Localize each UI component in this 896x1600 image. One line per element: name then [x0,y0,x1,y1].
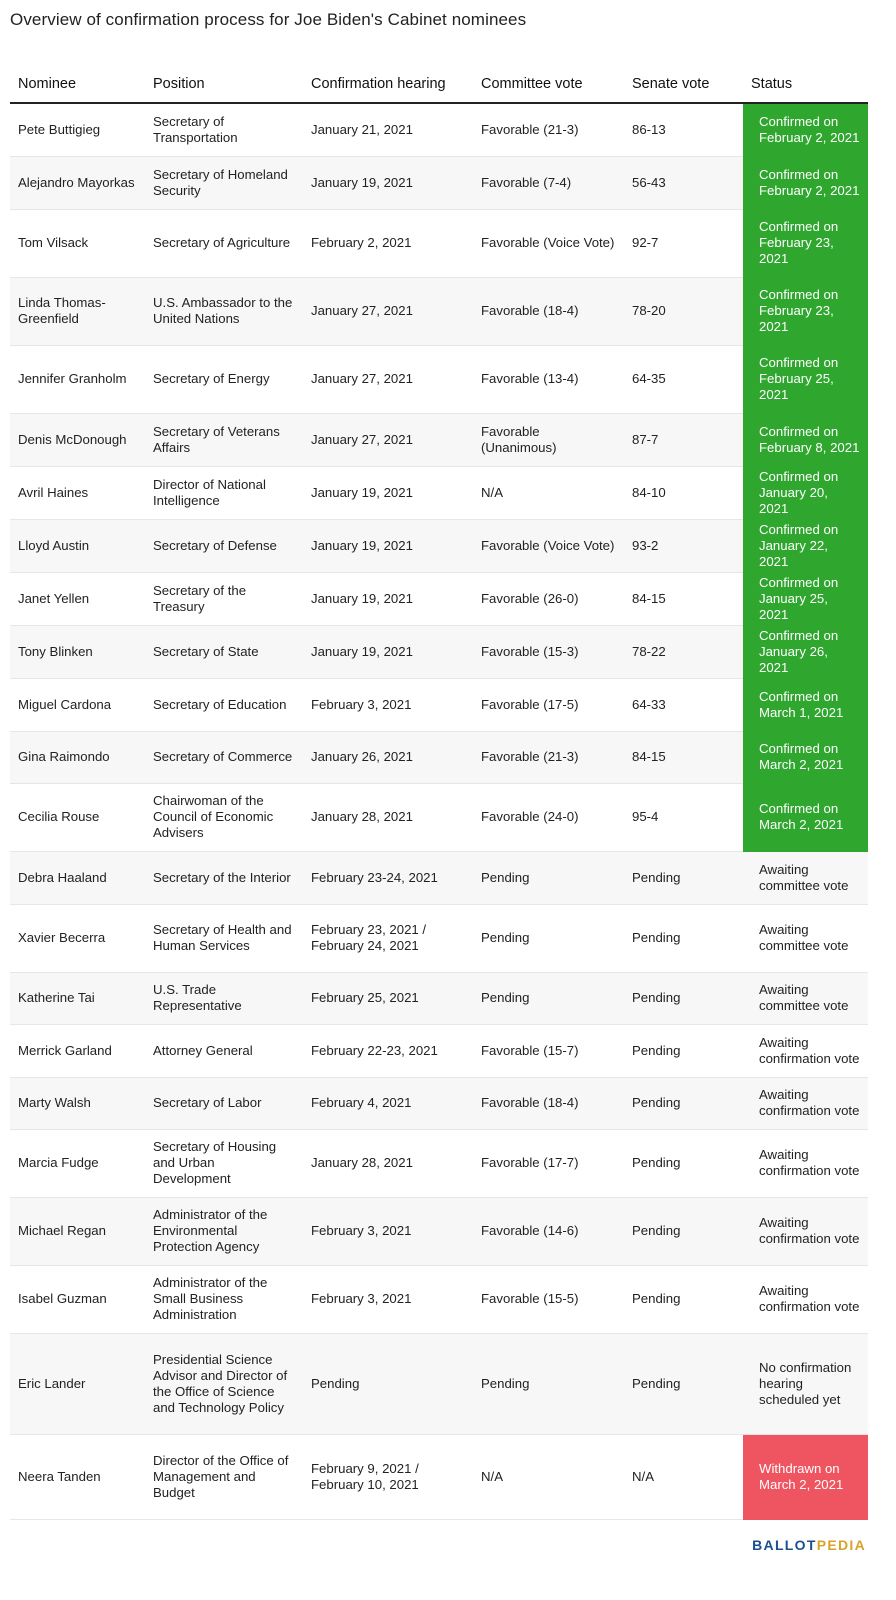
committee-vote-cell: Favorable (13-4) [473,345,624,413]
status-cell: Awaiting confirmation vote [743,1077,868,1129]
table-row [10,972,868,1024]
status-cell: Awaiting confirmation vote [743,1265,868,1333]
senate-vote-cell: 56-43 [624,156,743,209]
senate-vote-cell: 86-13 [624,103,743,156]
hearing-cell: February 23-24, 2021 [303,851,473,904]
position-cell: Secretary of Labor [145,1077,303,1129]
nominee-cell: Eric Lander [10,1333,145,1434]
hearing-cell: February 25, 2021 [303,972,473,1024]
position-cell: Administrator of the Small Business Administration [145,1265,303,1333]
hearing-cell: January 27, 2021 [303,413,473,466]
committee-vote-cell: Favorable (26-0) [473,572,624,625]
senate-vote-cell: 87-7 [624,413,743,466]
position-cell: Secretary of Housing and Urban Development [145,1129,303,1197]
nominee-cell: Tony Blinken [10,625,145,678]
table-row [10,1077,868,1129]
position-cell: Secretary of Health and Human Services [145,904,303,972]
hearing-cell: January 28, 2021 [303,783,473,851]
senate-vote-cell: 78-20 [624,277,743,345]
header-committee-vote: Committee vote [473,58,624,103]
hearing-cell: February 3, 2021 [303,1265,473,1333]
position-cell: Secretary of Veterans Affairs [145,413,303,466]
nominees-table [10,58,868,1520]
position-cell: Director of National Intelligence [145,466,303,519]
nominee-cell: Linda Thomas-Greenfield [10,277,145,345]
nominee-cell: Avril Haines [10,466,145,519]
position-cell: Administrator of the Environmental Protection Agency [145,1197,303,1265]
committee-vote-cell: Pending [473,1333,624,1434]
table-row [10,103,868,156]
committee-vote-cell: Favorable (21-3) [473,103,624,156]
status-cell: No confirmation hearing scheduled yet [743,1333,868,1434]
table-row [10,1434,868,1519]
position-cell: U.S. Trade Representative [145,972,303,1024]
status-cell: Confirmed on February 2, 2021 [743,156,868,209]
nominee-cell: Pete Buttigieg [10,103,145,156]
table-row [10,413,868,466]
nominee-cell: Gina Raimondo [10,731,145,783]
header-status: Status [743,58,868,103]
position-cell: Director of the Office of Management and Budget [145,1434,303,1519]
committee-vote-cell: Pending [473,972,624,1024]
header-row [10,58,868,103]
nominee-cell: Isabel Guzman [10,1265,145,1333]
table-row [10,851,868,904]
table-row [10,1265,868,1333]
position-cell: U.S. Ambassador to the United Nations [145,277,303,345]
table-row [10,1333,868,1434]
nominee-cell: Miguel Cardona [10,678,145,731]
header-nominee: Nominee [10,58,145,103]
committee-vote-cell: Favorable (21-3) [473,731,624,783]
logo-part-pedia: PEDIA [816,1537,866,1553]
nominee-cell: Cecilia Rouse [10,783,145,851]
hearing-cell: February 2, 2021 [303,209,473,277]
senate-vote-cell: 78-22 [624,625,743,678]
senate-vote-cell: 84-10 [624,466,743,519]
committee-vote-cell: Favorable (15-3) [473,625,624,678]
senate-vote-cell: Pending [624,1333,743,1434]
committee-vote-cell: Pending [473,904,624,972]
senate-vote-cell: 84-15 [624,572,743,625]
nominee-cell: Marcia Fudge [10,1129,145,1197]
status-cell: Confirmed on February 8, 2021 [743,413,868,466]
hearing-cell: February 4, 2021 [303,1077,473,1129]
hearing-cell: January 27, 2021 [303,345,473,413]
status-cell: Confirmed on January 20, 2021 [743,466,868,519]
table-row [10,519,868,572]
position-cell: Secretary of Transportation [145,103,303,156]
senate-vote-cell: 95-4 [624,783,743,851]
committee-vote-cell: Favorable (17-5) [473,678,624,731]
status-cell: Awaiting confirmation vote [743,1129,868,1197]
nominee-cell: Marty Walsh [10,1077,145,1129]
position-cell: Presidential Science Advisor and Director of the Office of Science and Technology Policy [145,1333,303,1434]
hearing-cell: February 23, 2021 / February 24, 2021 [303,904,473,972]
header-senate-vote: Senate vote [624,58,743,103]
nominee-cell: Michael Regan [10,1197,145,1265]
committee-vote-cell: N/A [473,466,624,519]
logo-part-ballot: BALLOT [752,1537,817,1553]
table-row [10,466,868,519]
status-cell: Awaiting committee vote [743,851,868,904]
status-cell: Confirmed on March 2, 2021 [743,783,868,851]
senate-vote-cell: Pending [624,904,743,972]
position-cell: Secretary of State [145,625,303,678]
senate-vote-cell: Pending [624,1077,743,1129]
table-header [10,58,868,103]
senate-vote-cell: 64-33 [624,678,743,731]
committee-vote-cell: Favorable (Voice Vote) [473,209,624,277]
position-cell: Secretary of the Interior [145,851,303,904]
committee-vote-cell: Favorable (15-7) [473,1024,624,1077]
nominee-cell: Alejandro Mayorkas [10,156,145,209]
hearing-cell: February 9, 2021 / February 10, 2021 [303,1434,473,1519]
position-cell: Secretary of Education [145,678,303,731]
hearing-cell: January 26, 2021 [303,731,473,783]
status-cell: Confirmed on March 1, 2021 [743,678,868,731]
committee-vote-cell: Pending [473,851,624,904]
committee-vote-cell: Favorable (14-6) [473,1197,624,1265]
nominee-cell: Xavier Becerra [10,904,145,972]
position-cell: Secretary of Commerce [145,731,303,783]
hearing-cell: February 3, 2021 [303,1197,473,1265]
status-cell: Confirmed on January 26, 2021 [743,625,868,678]
header-position: Position [145,58,303,103]
status-cell: Awaiting committee vote [743,972,868,1024]
senate-vote-cell: Pending [624,972,743,1024]
nominee-cell: Tom Vilsack [10,209,145,277]
senate-vote-cell: 93-2 [624,519,743,572]
table-row [10,904,868,972]
nominee-cell: Debra Haaland [10,851,145,904]
status-cell: Confirmed on March 2, 2021 [743,731,868,783]
page-title: Overview of confirmation process for Joe Biden's Cabinet nominees [10,10,527,29]
table-row [10,678,868,731]
nominee-cell: Merrick Garland [10,1024,145,1077]
table-row [10,209,868,277]
senate-vote-cell: Pending [624,1129,743,1197]
table-row [10,277,868,345]
nominee-cell: Janet Yellen [10,572,145,625]
hearing-cell: January 19, 2021 [303,156,473,209]
committee-vote-cell: Favorable (Unanimous) [473,413,624,466]
committee-vote-cell: Favorable (15-5) [473,1265,624,1333]
position-cell: Secretary of Energy [145,345,303,413]
status-cell: Confirmed on February 23, 2021 [743,209,868,277]
table-row [10,1197,868,1265]
committee-vote-cell: Favorable (24-0) [473,783,624,851]
table-row [10,1129,868,1197]
nominee-cell: Neera Tanden [10,1434,145,1519]
header-confirmation-hearing: Confirmation hearing [303,58,473,103]
senate-vote-cell: Pending [624,1024,743,1077]
table-row [10,156,868,209]
table-row [10,783,868,851]
position-cell: Secretary of Defense [145,519,303,572]
hearing-cell: January 27, 2021 [303,277,473,345]
status-cell: Confirmed on January 25, 2021 [743,572,868,625]
status-cell: Awaiting committee vote [743,904,868,972]
senate-vote-cell: 84-15 [624,731,743,783]
status-cell: Confirmed on February 2, 2021 [743,103,868,156]
position-cell: Chairwoman of the Council of Economic Advisers [145,783,303,851]
hearing-cell: January 19, 2021 [303,466,473,519]
senate-vote-cell: 64-35 [624,345,743,413]
committee-vote-cell: Favorable (Voice Vote) [473,519,624,572]
table-body [10,103,868,1519]
hearing-cell: February 3, 2021 [303,678,473,731]
table-row [10,731,868,783]
position-cell: Attorney General [145,1024,303,1077]
table-row [10,572,868,625]
position-cell: Secretary of the Treasury [145,572,303,625]
hearing-cell: Pending [303,1333,473,1434]
nominee-cell: Jennifer Granholm [10,345,145,413]
table-row [10,345,868,413]
status-cell: Awaiting confirmation vote [743,1197,868,1265]
committee-vote-cell: Favorable (18-4) [473,277,624,345]
senate-vote-cell: Pending [624,1265,743,1333]
table-row [10,625,868,678]
senate-vote-cell: Pending [624,1197,743,1265]
hearing-cell: February 22-23, 2021 [303,1024,473,1077]
position-cell: Secretary of Agriculture [145,209,303,277]
status-cell: Confirmed on February 23, 2021 [743,277,868,345]
committee-vote-cell: N/A [473,1434,624,1519]
hearing-cell: January 19, 2021 [303,519,473,572]
nominee-cell: Lloyd Austin [10,519,145,572]
position-cell: Secretary of Homeland Security [145,156,303,209]
senate-vote-cell: 92-7 [624,209,743,277]
ballotpedia-logo [752,1537,866,1553]
table-row [10,1024,868,1077]
nominee-cell: Denis McDonough [10,413,145,466]
nominee-cell: Katherine Tai [10,972,145,1024]
status-cell: Awaiting confirmation vote [743,1024,868,1077]
status-cell: Confirmed on February 25, 2021 [743,345,868,413]
hearing-cell: January 21, 2021 [303,103,473,156]
senate-vote-cell: Pending [624,851,743,904]
hearing-cell: January 28, 2021 [303,1129,473,1197]
committee-vote-cell: Favorable (18-4) [473,1077,624,1129]
committee-vote-cell: Favorable (17-7) [473,1129,624,1197]
committee-vote-cell: Favorable (7-4) [473,156,624,209]
status-cell: Withdrawn on March 2, 2021 [743,1434,868,1519]
hearing-cell: January 19, 2021 [303,572,473,625]
senate-vote-cell: N/A [624,1434,743,1519]
hearing-cell: January 19, 2021 [303,625,473,678]
status-cell: Confirmed on January 22, 2021 [743,519,868,572]
